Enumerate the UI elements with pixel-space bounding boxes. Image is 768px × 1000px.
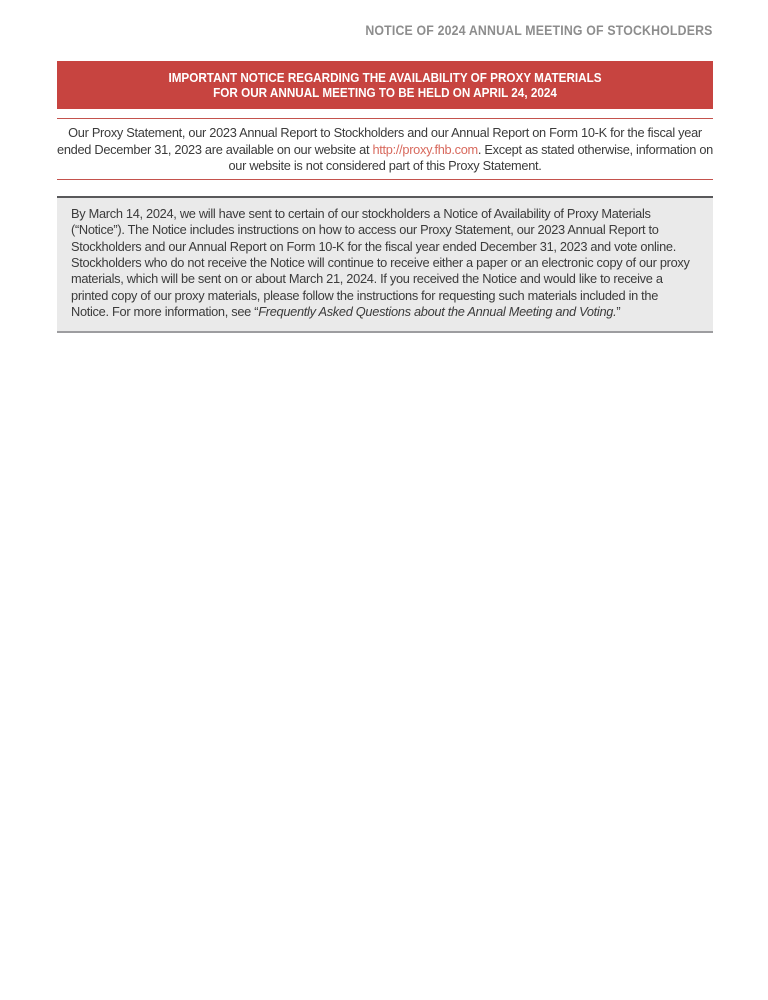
banner-line-1: IMPORTANT NOTICE REGARDING THE AVAILABILITY OF PROXY MATERIALS	[168, 70, 602, 85]
red-divider-bottom	[57, 179, 713, 180]
running-header	[57, 0, 713, 38]
notice-box-text-after-italic: ”	[616, 304, 621, 320]
notice-of-availability-box	[57, 196, 713, 333]
running-header-text: NOTICE OF 2024 ANNUAL MEETING OF STOCKHOLDERS	[365, 22, 713, 38]
availability-text-before-link: Our Proxy Statement, our 2023 Annual Report to Stockholders and our Annual Report on Form 10-K for the fiscal year ended December 31, 2023 are available on our website at	[57, 125, 702, 157]
content-column	[0, 0, 768, 333]
notice-box-text-before-italic: By March 14, 2024, we will have sent to certain of our stockholders a Notice of Availability of Proxy Materials (“Notice”). The Notice includes instructions on how to access our Proxy Statement, our 2023 Annual Report to Stockholders and our Annual Report on Form 10-K for the fiscal year ended December 31, 2023 and vote online. Stockholders who do not receive the Notice will continue to receive either a paper or an electronic copy of our proxy materials, which will be sent on or about March 21, 2024. If you received the Notice and would like to receive a printed copy of our proxy materials, please follow the instructions for requesting such materials included in the Notice. For more information, see “	[71, 205, 690, 320]
availability-paragraph	[57, 125, 713, 175]
important-notice-banner	[57, 61, 713, 109]
proxy-website-link[interactable]: http://proxy.fhb.com	[372, 141, 478, 157]
notice-box-italic-reference: Frequently Asked Questions about the Annual Meeting and Voting.	[258, 304, 617, 320]
banner-line-2: FOR OUR ANNUAL MEETING TO BE HELD ON APRIL 24, 2024	[213, 84, 557, 100]
availability-text-after-link: . Except as stated otherwise, information on our website is not considered part of this Proxy Statement.	[228, 141, 713, 174]
red-divider-top	[57, 118, 713, 119]
notice-box-paragraph	[71, 206, 696, 321]
